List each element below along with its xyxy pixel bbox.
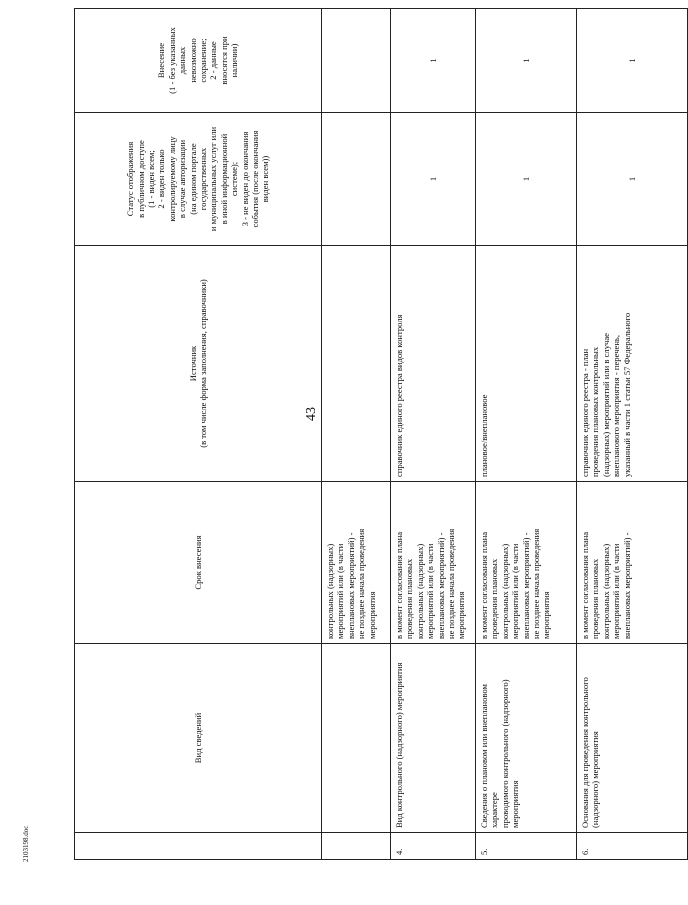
table-row xyxy=(391,9,476,860)
cell-number: 5. xyxy=(476,833,577,860)
cell-source: плановое/внеплановое xyxy=(476,246,577,482)
cell-status: 1 xyxy=(476,113,577,246)
table-header-row xyxy=(75,9,322,860)
cell-entry: 1 xyxy=(577,9,688,113)
cell-number: 4. xyxy=(391,833,476,860)
cell-kind: Сведения о плановом или внеплановом характере проводимого контрольного (надзорного) мероприятия xyxy=(476,644,577,833)
cell-entry: 1 xyxy=(391,9,476,113)
header-term: Срок внесения xyxy=(75,482,322,644)
cell-kind: Вид контрольного (надзорного) мероприятия xyxy=(391,644,476,833)
cell-status: 1 xyxy=(391,113,476,246)
cell-empty xyxy=(322,246,391,482)
document-filename: 2103198.doc xyxy=(22,825,30,862)
cell-empty xyxy=(322,833,391,860)
header-source: Источник (в том числе форма заполнения, справочники) xyxy=(75,246,322,482)
header-kind: Вид сведений xyxy=(75,644,322,833)
cell-term: в момент согласования плана проведения плановых контрольных (надзорных) мероприятий или (в части внеплановых мероприятий) - не позднее начала проведения мероприятия xyxy=(476,482,577,644)
header-status: Статус отображения в публичном доступе (1 - виден всем; 2 - виден только контролируемому лицу в случае авторизации (на едином портале государственных и муниципальных услуг или в иной информационной системе); 3 - не виден до окончания события (после окончания виден всем)) xyxy=(75,113,322,246)
rotated-table-area xyxy=(74,25,637,860)
table-row-continuation xyxy=(322,9,391,860)
cell-empty xyxy=(322,113,391,246)
cell-source: справочник единого реестра видов контроля xyxy=(391,246,476,482)
cell-number: 6. xyxy=(577,833,688,860)
cell-source: справочник единого реестра - план проведения плановых контрольных (надзорных) мероприятий или в случае внепланового мероприятия - перечень, указанный в части 1 статьи 57 Федерального xyxy=(577,246,688,482)
cell-term: в момент согласования плана проведения плановых контрольных (надзорных) мероприятий или (в части внеплановых мероприятий) - xyxy=(577,482,688,644)
cell-status: 1 xyxy=(577,113,688,246)
registry-table xyxy=(74,8,688,860)
cell-empty xyxy=(322,9,391,113)
page-number: 43 xyxy=(304,407,319,421)
header-entry: Внесение (1 - без указанных данных невозможно сохранение; 2 - данные вносятся при наличии) xyxy=(75,9,322,113)
cell-entry: 1 xyxy=(476,9,577,113)
table-row xyxy=(476,9,577,860)
table-row xyxy=(577,9,688,860)
header-number xyxy=(75,833,322,860)
cell-term-continuation: контрольных (надзорных) мероприятий или (в части внеплановых мероприятий) - не позднее начала проведения мероприятия xyxy=(322,482,391,644)
cell-empty xyxy=(322,644,391,833)
cell-kind: Основания для проведения контрольного (надзорного) мероприятия xyxy=(577,644,688,833)
cell-term: в момент согласования плана проведения плановых контрольных (надзорных) мероприятий или (в части внеплановых мероприятий) - не позднее начала проведения мероприятия xyxy=(391,482,476,644)
